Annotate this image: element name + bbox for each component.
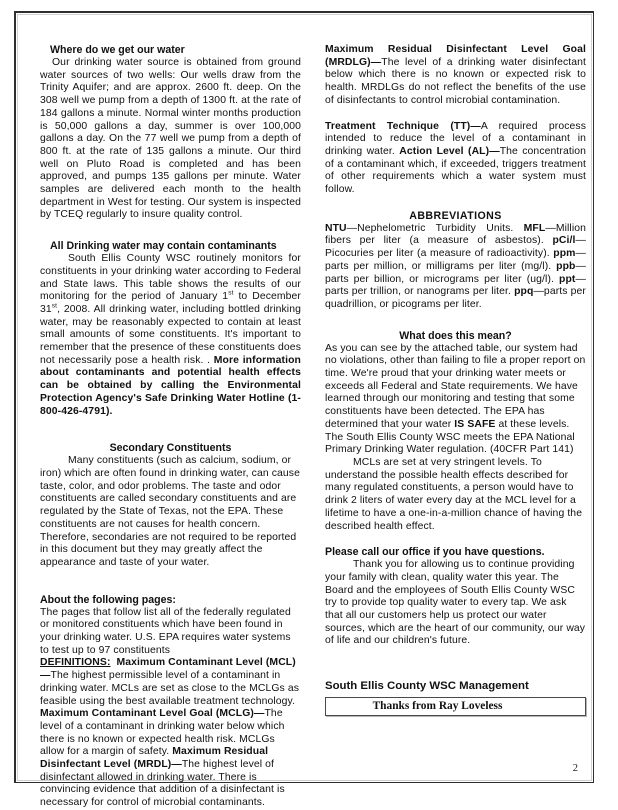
abbr-ppt: ppt bbox=[559, 273, 576, 285]
paragraph-mrdlg-definition bbox=[325, 44, 586, 108]
paragraph-what-this-means bbox=[325, 343, 586, 457]
paragraph-mcl-stringent-levels: MCLs are set at very stringent levels. To understand the possible health effects described for many regulated constituents, a person would have to drink 2 liters of water every day at the MCL level for a lifetime to have a one-in-a-million chance of having the described health effect. bbox=[325, 456, 583, 532]
what-means-text-part1: As you can see by the attached table, our system had no violations, other than failing to file a proper report on time. We're proud that your drinking water meets or exceeds all Federal and State requirements. We have learned through our monitoring and testing that some constituents have been detected. The EPA has determined that your water bbox=[325, 342, 586, 430]
epa-hotline-bold-text: More information about contaminants and potential health effects can be obtained by calling the Environmental Protection Agency's Safe Drinking Water Hotline (1-800-426-4791). bbox=[40, 354, 301, 417]
date-superscript-first: st bbox=[228, 289, 234, 297]
monitoring-text-part3: , 2008. All drinking water, including bottled drinking water, may be reasonably expected to contain at least small amounts of some constituents. It's important to remember that the presence of these constituents does not necessarily pose a health risk. . bbox=[40, 303, 301, 366]
heading-abbreviations: ABBREVIATIONS bbox=[409, 209, 502, 222]
two-column-layout bbox=[40, 44, 586, 810]
definitions-label: DEFINITIONS: bbox=[40, 657, 111, 669]
heading-what-does-this-mean: What does this mean? bbox=[399, 329, 512, 342]
heading-all-drinking-water: All Drinking water may contain contaminants bbox=[50, 240, 277, 253]
term-mcl: Maximum Contaminant Level (MCL)— bbox=[40, 657, 296, 682]
term-action-level: Action Level (AL)— bbox=[399, 145, 500, 157]
right-column bbox=[325, 44, 586, 716]
paragraph-contaminants-monitoring bbox=[40, 253, 301, 418]
paragraph-following-pages-intro: The pages that follow list all of the federally regulated or monitored constituents which have been found in your drinking water. U.S. EPA requires water systems to test up to 97 constituents bbox=[40, 606, 291, 656]
left-column bbox=[40, 44, 301, 810]
definition-tt-text: A required process intended to reduce the level of a contaminant in drinking water. bbox=[325, 120, 586, 157]
abbr-ppm: ppm bbox=[553, 248, 576, 260]
definition-al-text: The concentration of a contaminant which, if exceeded, triggers treatment of other requirements which a water system must follow. bbox=[325, 145, 586, 196]
heading-where-do-we-get-our-water: Where do we get our water bbox=[50, 44, 185, 56]
abbr-ppb-definition: —parts per billion, or micrograms per liter (ug/l). bbox=[325, 260, 586, 285]
definition-mclg-text: The level of a contaminant in drinking water below which there is no known or expected health risk. MCLGs allow for a margin of safety. bbox=[40, 708, 285, 758]
heading-please-call-our-office: Please call our office if you have questions. bbox=[325, 546, 545, 559]
definition-mcl-text: The highest permissible level of a contaminant in drinking water. MCLs are set as close to the MCLGs as feasible using the best available treatment technology. bbox=[40, 670, 300, 707]
term-mrdl: Maximum Residual Disinfectant Level (MRDL)— bbox=[40, 746, 269, 771]
abbr-ntu: NTU bbox=[325, 222, 347, 234]
heading-secondary-constituents: Secondary Constituents bbox=[109, 442, 232, 455]
abbr-ntu-definition: —Nephelometric Turbidity Units. bbox=[346, 222, 524, 234]
date-superscript-second: st bbox=[51, 302, 58, 310]
term-treatment-technique: Treatment Technique (TT)— bbox=[325, 120, 481, 132]
abbr-ppt-definition: —parts per trillion, or nanograms per liter. bbox=[325, 273, 586, 298]
definition-mrdl-text: The highest level of disinfectant allowed in drinking water. There is convincing evidence that addition of a disinfectant is necessary for control of microbial contaminants. bbox=[40, 759, 285, 809]
monitoring-text-part2: to December 31 bbox=[40, 291, 301, 315]
is-safe-emphasis: IS SAFE bbox=[454, 418, 496, 430]
signature-management-title: South Ellis County WSC Management bbox=[325, 680, 529, 693]
paragraph-secondary-constituents: Many constituents (such as calcium, sodium, or iron) which are often found in drinking water, can cause taste, color, and odor problems. The taste and odor constituents are called secondary constituents and are regulated by the State of Texas, not the EPA. These constituents are not causes for health concern. Therefore, secondaries are not required to be reported in this document but they may greatly affect the appearance and taste of your water. bbox=[40, 455, 300, 568]
page-number: 2 bbox=[572, 763, 578, 774]
paragraph-tt-al-definitions bbox=[325, 121, 586, 197]
abbr-ppb: ppb bbox=[556, 260, 576, 272]
abbr-mfl-definition: —Million fibers per liter (a measure of asbestos). bbox=[325, 222, 586, 247]
paragraph-water-source: Our drinking water source is obtained from ground water sources of two wells: Our wells draw from the Trinity Aquifer; and are approx. 2600 ft. deep. On the 308 well we pump from a depth of 1300 ft. at the rate of 184 gallons a minute. Normal winter months production is 50,000 gallons a day, summer is over 100,000 gallons a day. On the 77 well we pump from a depth of 800 ft. at the rate of 135 gallons a minute. Our third well on Pluto Road is completed and has been approved, and pumps 135 gallons per minute. Water samples are delivered each month to the health department in West for testing. Our system is inspected by TCEQ regularly to insure quality control. bbox=[40, 57, 301, 221]
abbr-ppm-definition: —parts per million, or milligrams per liter (mg/l). bbox=[325, 248, 586, 272]
signature-thanks-text: Thanks from Ray Loveless bbox=[372, 700, 503, 713]
paragraph-closing-thank-you: Thank you for allowing us to continue providing your family with clean, quality water this year. The Board and the employees of South Ellis County WSC try to provide top quality water to every tap. We ask that all our customers help us protect our water sources, which are the heart of our community, our way of life and our children's future. bbox=[325, 559, 586, 647]
abbr-ppq: ppq bbox=[514, 286, 534, 298]
abbr-pcil-definition: —Picocuries per liter (a measure of radioactivity). bbox=[325, 235, 586, 260]
paragraph-definitions bbox=[40, 657, 301, 809]
what-means-text-part2: at these levels. The South Ellis County WSC meets the EPA National Primary Drinking Water regulation. (40CFR Part 141) bbox=[325, 418, 575, 456]
abbr-ppq-definition: —parts per quadrillion, or picograms per liter. bbox=[325, 286, 586, 310]
signature-thanks-box bbox=[325, 697, 586, 716]
monitoring-text-part1: South Ellis County WSC routinely monitors for constituents in your drinking water according to Federal and State laws. This table shows the results of our monitoring for the period of January 1 bbox=[40, 253, 301, 303]
paragraph-abbreviations-list bbox=[325, 223, 586, 312]
heading-about-following-pages: About the following pages: bbox=[40, 593, 176, 606]
abbr-pcil: pCi/l bbox=[552, 235, 576, 247]
term-mclg: Maximum Contaminant Level Goal (MCLG)— bbox=[40, 708, 265, 720]
abbr-mfl: MFL bbox=[523, 222, 546, 234]
term-mrdlg: Maximum Residual Disinfectant Level Goal (MRDLG)— bbox=[325, 44, 586, 68]
definition-mrdlg-text: The level of a drinking water disinfectant below which there is no known or expected risk to health. MRDLGs do not reflect the benefits of the use of disinfectants to control microbial contamination. bbox=[325, 56, 586, 106]
